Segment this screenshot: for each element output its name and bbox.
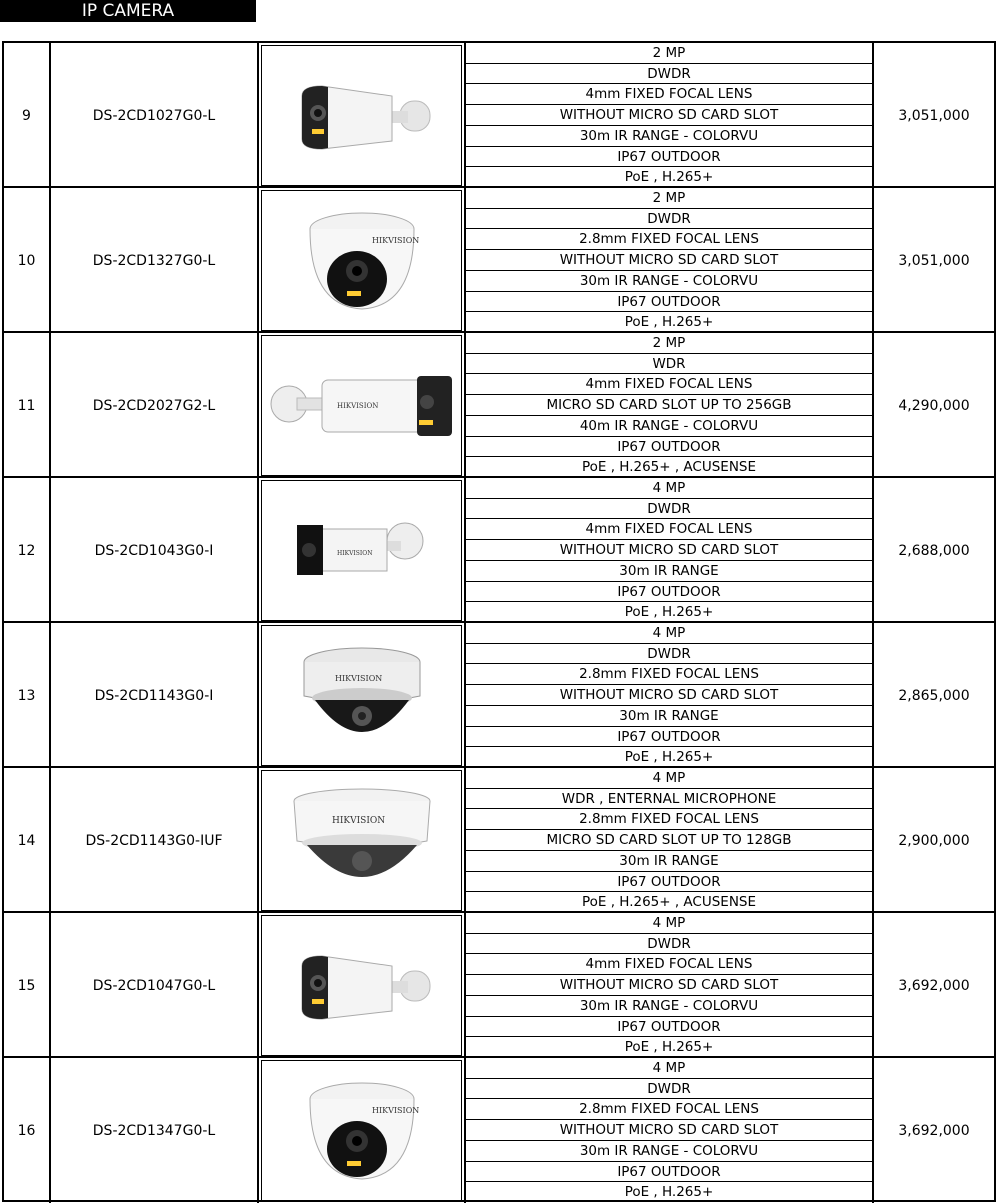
spec-item: IP67 OUTDOOR — [466, 292, 872, 313]
spec-list — [466, 333, 872, 478]
spec-list — [466, 768, 872, 913]
spec-item: 4 MP — [466, 1058, 872, 1079]
spec-item: PoE , H.265+ , ACUSENSE — [581, 459, 757, 476]
spec-item: IP67 OUTDOOR — [466, 727, 872, 748]
bullet-camera-colorvu-icon — [282, 941, 442, 1031]
spec-list — [466, 623, 872, 768]
item-number: 11 — [4, 333, 51, 478]
spec-item: DWDR — [466, 499, 872, 520]
product-image-cell — [259, 913, 466, 1058]
spec-item: DWDR — [466, 644, 872, 665]
spec-item: 4mm FIXED FOCAL LENS — [466, 374, 872, 395]
spec-item: IP67 OUTDOOR — [466, 437, 872, 458]
price: 3,051,000 — [898, 107, 970, 124]
spec-item: PoE , H.265+ — [624, 314, 714, 331]
product-image-cell — [259, 188, 466, 333]
spec-item: 2.8mm FIXED FOCAL LENS — [466, 1099, 872, 1120]
item-number: 10 — [4, 188, 51, 333]
item-number: 12 — [4, 478, 51, 623]
spec-item: MICRO SD CARD SLOT UP TO 128GB — [466, 830, 872, 851]
model-name: DS-2CD1047G0-L — [51, 913, 259, 1058]
spec-item: PoE , H.265+ — [624, 169, 714, 186]
spec-item: MICRO SD CARD SLOT UP TO 256GB — [466, 395, 872, 416]
spec-item: 2.8mm FIXED FOCAL LENS — [466, 229, 872, 250]
item-number: 15 — [4, 913, 51, 1058]
spec-item: 4mm FIXED FOCAL LENS — [466, 954, 872, 975]
spec-item: DWDR — [466, 64, 872, 85]
spec-item: 30m IR RANGE — [466, 706, 872, 727]
product-image — [261, 480, 462, 621]
product-image-cell — [259, 1058, 466, 1203]
item-number: 9 — [4, 43, 51, 188]
long-bullet-camera-icon — [267, 366, 457, 446]
product-image — [261, 190, 462, 331]
spec-item: 2 MP — [466, 333, 872, 354]
spec-item: 4 MP — [466, 768, 872, 789]
table-row — [4, 623, 994, 768]
model-name: DS-2CD1347G0-L — [51, 1058, 259, 1203]
spec-item: 30m IR RANGE - COLORVU — [466, 996, 872, 1017]
spec-list-cell — [466, 478, 874, 623]
spec-item: WITHOUT MICRO SD CARD SLOT — [466, 540, 872, 561]
spec-item: WDR — [466, 354, 872, 375]
price: 2,865,000 — [898, 687, 970, 704]
bullet-camera-colorvu-icon — [282, 71, 442, 161]
spec-list-cell — [466, 768, 874, 913]
product-image — [261, 625, 462, 766]
spec-item: PoE , H.265+ — [624, 604, 714, 621]
model-name: DS-2CD1043G0-I — [51, 478, 259, 623]
spec-item: DWDR — [466, 934, 872, 955]
price: 2,688,000 — [898, 542, 970, 559]
price: 2,900,000 — [898, 832, 970, 849]
spec-item: 4 MP — [466, 478, 872, 499]
spec-item: 4 MP — [466, 623, 872, 644]
svg-text:HIKVISION: HIKVISION — [336, 549, 372, 557]
spec-item: PoE , H.265+ — [624, 749, 714, 766]
spec-item: IP67 OUTDOOR — [466, 582, 872, 603]
spec-list — [466, 1058, 872, 1203]
table-row — [4, 1058, 994, 1203]
spec-item: IP67 OUTDOOR — [466, 872, 872, 893]
spec-list-cell — [466, 1058, 874, 1203]
spec-item: DWDR — [466, 1079, 872, 1100]
spec-item: WITHOUT MICRO SD CARD SLOT — [466, 105, 872, 126]
box-bullet-camera-icon — [287, 511, 437, 591]
spec-item: WITHOUT MICRO SD CARD SLOT — [466, 250, 872, 271]
spec-item: 2.8mm FIXED FOCAL LENS — [466, 664, 872, 685]
product-image-cell — [259, 768, 466, 913]
svg-text:HIKVISION: HIKVISION — [334, 673, 382, 683]
table-row — [4, 768, 994, 913]
spec-list-cell — [466, 188, 874, 333]
model-name: DS-2CD1143G0-IUF — [51, 768, 259, 913]
spec-item: DWDR — [466, 209, 872, 230]
price: 3,051,000 — [898, 252, 970, 269]
spec-item: 2.8mm FIXED FOCAL LENS — [466, 809, 872, 830]
spec-item: IP67 OUTDOOR — [466, 1162, 872, 1183]
price: 3,692,000 — [898, 977, 970, 994]
product-image-cell — [259, 43, 466, 188]
table-row — [4, 43, 994, 188]
svg-text:HIKVISION: HIKVISION — [331, 815, 385, 826]
turret-camera-icon — [297, 1071, 427, 1191]
spec-list — [466, 188, 872, 333]
spec-list-cell — [466, 913, 874, 1058]
table-row — [4, 188, 994, 333]
price: 3,692,000 — [898, 1122, 970, 1139]
spec-item: WITHOUT MICRO SD CARD SLOT — [466, 685, 872, 706]
svg-text:HIKVISION: HIKVISION — [371, 235, 419, 245]
spec-list-cell — [466, 333, 874, 478]
spec-item: 2 MP — [466, 188, 872, 209]
page-title: IP CAMERA — [0, 0, 256, 22]
product-image — [261, 335, 462, 476]
product-image — [261, 1060, 462, 1201]
dome-camera-icon — [287, 781, 437, 901]
spec-item: 4mm FIXED FOCAL LENS — [466, 519, 872, 540]
product-image-cell — [259, 478, 466, 623]
spec-item: WITHOUT MICRO SD CARD SLOT — [466, 1120, 872, 1141]
spec-item: IP67 OUTDOOR — [466, 147, 872, 168]
spec-list — [466, 43, 872, 188]
table-row — [4, 913, 994, 1058]
spec-item: PoE , H.265+ , ACUSENSE — [581, 894, 757, 911]
spec-item: 2 MP — [466, 43, 872, 64]
spec-list-cell — [466, 623, 874, 768]
spec-item: PoE , H.265+ — [624, 1039, 714, 1056]
svg-text:HIKVISION: HIKVISION — [371, 1105, 419, 1115]
product-image — [261, 45, 462, 186]
dome-camera-ir-icon — [297, 636, 427, 756]
price: 4,290,000 — [898, 397, 970, 414]
item-number: 16 — [4, 1058, 51, 1203]
spec-item: 4 MP — [466, 913, 872, 934]
spec-list-cell — [466, 43, 874, 188]
turret-camera-icon — [297, 201, 427, 321]
spec-list — [466, 478, 872, 623]
table-row — [4, 333, 994, 478]
spec-item: 30m IR RANGE — [466, 851, 872, 872]
product-image-cell — [259, 333, 466, 478]
spec-item: 30m IR RANGE - COLORVU — [466, 271, 872, 292]
table-row — [4, 478, 994, 623]
spec-item: PoE , H.265+ — [624, 1184, 714, 1201]
product-table — [2, 41, 996, 1202]
model-name: DS-2CD1143G0-I — [51, 623, 259, 768]
spec-item: 40m IR RANGE - COLORVU — [466, 416, 872, 437]
spec-list — [466, 913, 872, 1058]
product-image — [261, 770, 462, 911]
item-number: 14 — [4, 768, 51, 913]
spec-item: WITHOUT MICRO SD CARD SLOT — [466, 975, 872, 996]
spec-item: IP67 OUTDOOR — [466, 1017, 872, 1038]
spec-item: WDR , ENTERNAL MICROPHONE — [466, 789, 872, 810]
model-name: DS-2CD1027G0-L — [51, 43, 259, 188]
spec-item: 30m IR RANGE - COLORVU — [466, 126, 872, 147]
model-name: DS-2CD2027G2-L — [51, 333, 259, 478]
product-image — [261, 915, 462, 1056]
spec-item: 30m IR RANGE - COLORVU — [466, 1141, 872, 1162]
spec-item: 30m IR RANGE — [466, 561, 872, 582]
spec-item: 4mm FIXED FOCAL LENS — [466, 84, 872, 105]
model-name: DS-2CD1327G0-L — [51, 188, 259, 333]
svg-text:HIKVISION: HIKVISION — [336, 401, 378, 410]
product-image-cell — [259, 623, 466, 768]
item-number: 13 — [4, 623, 51, 768]
